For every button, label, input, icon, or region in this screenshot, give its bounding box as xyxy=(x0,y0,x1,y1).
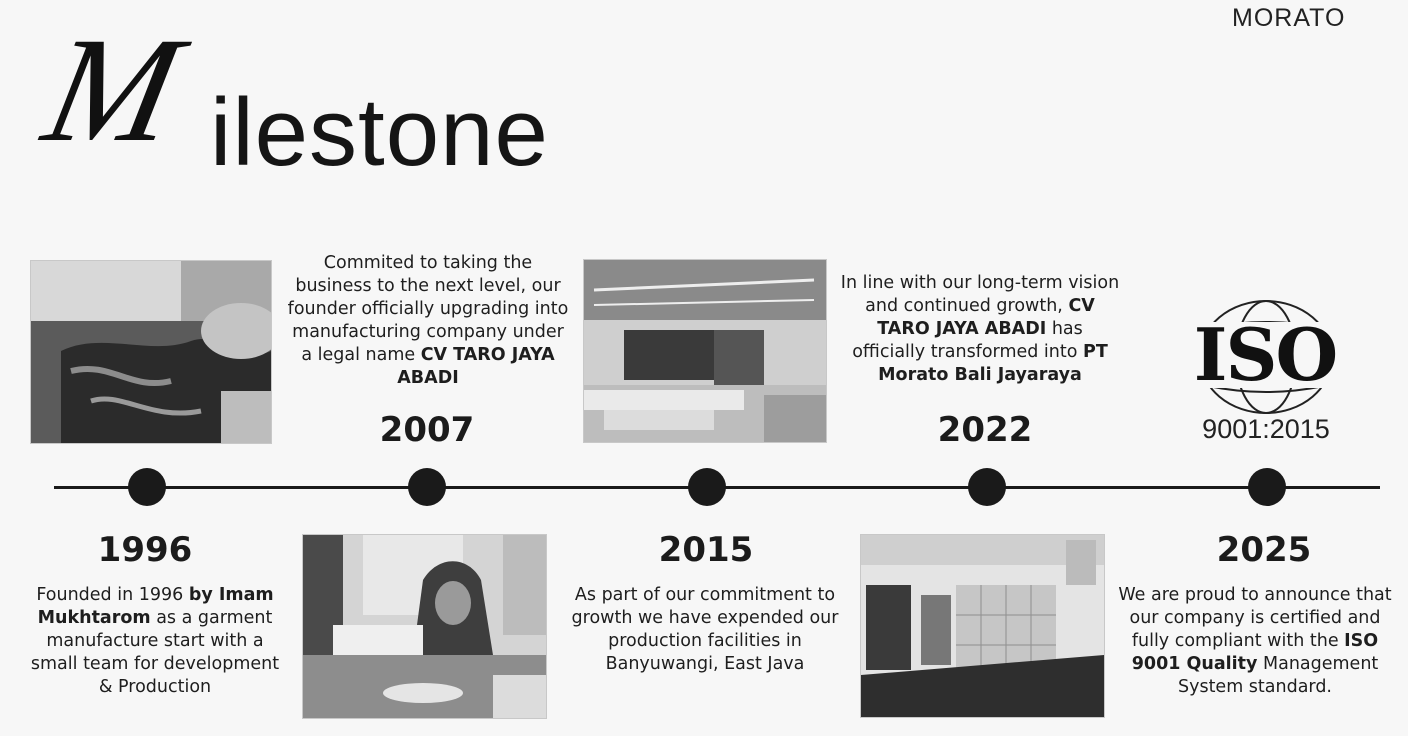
timeline-dot-2015 xyxy=(688,468,726,506)
timeline-dot-1996 xyxy=(128,468,166,506)
iso-standard-label: 9001:2015 xyxy=(1202,414,1330,444)
title-initial: M xyxy=(32,7,193,173)
locker-room-photo xyxy=(860,534,1105,718)
milestone-2015-description: As part of our commitment to growth we have expended our production facilities in Banyuwangi, East Java xyxy=(571,585,839,674)
timeline-dot-2025 xyxy=(1248,468,1286,506)
page-title: ilestone xyxy=(210,79,549,186)
milestone-2022-year: 2022 xyxy=(937,410,1033,450)
milestone-1996-description: Founded in 1996 by Imam Mukhtarom as a garment manufacture start with a small team for development & Production xyxy=(30,585,280,697)
milestone-2025-description: We are proud to announce that our company is certified and fully compliant with the ISO 9001 Quality Management System standard. xyxy=(1118,585,1392,697)
factory-floor-photo xyxy=(583,259,827,443)
milestone-2015-year: 2015 xyxy=(658,530,754,570)
timeline-dot-2007 xyxy=(408,468,446,506)
milestone-2022-description: In line with our long-term vision and continued growth, CV TARO JAYA ABADI has officially transformed into PT Morato Bali Jayaraya xyxy=(840,273,1120,385)
sewing-machine-photo xyxy=(30,260,272,444)
sewing-worker-photo xyxy=(302,534,547,719)
milestone-2007-description: Commited to taking the business to the next level, our founder officially upgrading into manufacturing company under a legal name CV TARO JAYA ABADI xyxy=(287,253,569,388)
milestone-1996-year: 1996 xyxy=(97,530,193,570)
milestone-2025-year: 2025 xyxy=(1216,530,1312,570)
milestone-2007-year: 2007 xyxy=(379,410,475,450)
timeline-dot-2022 xyxy=(968,468,1006,506)
brand-logo: MORATO xyxy=(1232,4,1346,32)
iso-logo: ISO xyxy=(1190,322,1340,388)
